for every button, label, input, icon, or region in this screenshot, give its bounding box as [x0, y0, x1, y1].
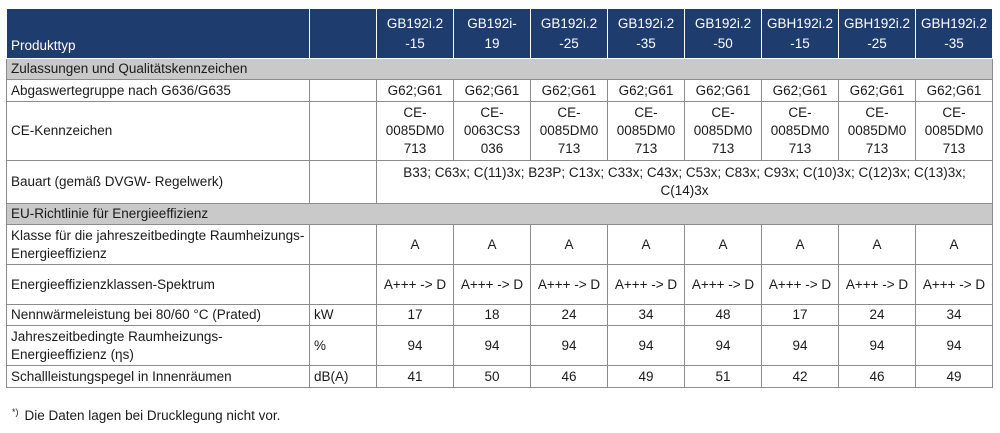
table-row [7, 225, 993, 265]
table-cell: 94 [839, 326, 916, 366]
table-cell: CE- 0063CS3 036 [454, 102, 531, 161]
table-cell: 48 [685, 305, 762, 326]
row-unit [310, 102, 377, 161]
table-cell: A+++ -> D [608, 265, 685, 305]
table-cell: 17 [377, 305, 454, 326]
table-cell: A+++ -> D [916, 265, 993, 305]
row-label: Klasse für die jahreszeitbedingte Raumheizungs-Energieeffizienz [7, 225, 310, 265]
section-title: EU-Richtlinie für Energieeffizienz [7, 204, 993, 225]
table-cell: 94 [685, 326, 762, 366]
table-cell: A [839, 225, 916, 265]
table-header-row [7, 9, 993, 59]
table-cell: A+++ -> D [685, 265, 762, 305]
header-model: GB192i- 19 [454, 9, 531, 59]
table-cell: A+++ -> D [377, 265, 454, 305]
table-cell: G62;G61 [454, 80, 531, 102]
header-product-type: Produkttyp [7, 9, 310, 59]
row-unit: kW [310, 305, 377, 326]
table-cell: 18 [454, 305, 531, 326]
table-cell: 49 [916, 366, 993, 388]
section-row-approvals [7, 59, 993, 80]
table-cell: A [916, 225, 993, 265]
table-cell: 49 [608, 366, 685, 388]
table-cell: 94 [608, 326, 685, 366]
table-cell: CE- 0085DM0 713 [685, 102, 762, 161]
table-cell: CE- 0085DM0 713 [839, 102, 916, 161]
row-label: Bauart (gemäß DVGW- Regelwerk) [7, 161, 310, 204]
footnote-marker: *) [12, 407, 19, 417]
table-cell: G62;G61 [839, 80, 916, 102]
header-model: GB192i.2 -25 [531, 9, 608, 59]
table-cell: 17 [762, 305, 839, 326]
table-cell: CE- 0085DM0 713 [377, 102, 454, 161]
row-label: Schallleistungspegel in Innenräumen [7, 366, 310, 388]
table-cell: G62;G61 [377, 80, 454, 102]
table-cell: CE- 0085DM0 713 [608, 102, 685, 161]
table-cell: CE- 0085DM0 713 [531, 102, 608, 161]
table-cell: A [531, 225, 608, 265]
table-row [7, 161, 993, 204]
table-cell: A+++ -> D [454, 265, 531, 305]
table-cell: A+++ -> D [531, 265, 608, 305]
table-cell: 94 [531, 326, 608, 366]
header-model: GB192i.2 -35 [608, 9, 685, 59]
table-cell: A [454, 225, 531, 265]
table-cell: 94 [916, 326, 993, 366]
footnote-text: Die Daten lagen bei Drucklegung nicht vor. [24, 408, 281, 423]
table-row [7, 366, 993, 388]
section-title: Zulassungen und Qualitätskennzeichen [7, 59, 993, 80]
table-cell: CE- 0085DM0 713 [916, 102, 993, 161]
header-model: GB192i.2 -50 [685, 9, 762, 59]
table-cell: 51 [685, 366, 762, 388]
table-cell: 94 [762, 326, 839, 366]
header-model: GBH192i.2 -15 [762, 9, 839, 59]
row-label: Nennwärmeleistung bei 80/60 °C (Prated) [7, 305, 310, 326]
row-unit [310, 80, 377, 102]
table-cell: 34 [608, 305, 685, 326]
table-row [7, 80, 993, 102]
bauart-value: B33; C63x; C(11)3x; B23P; C13x; C33x; C43x; C53x; C83x; C93x; C(10)3x; C(12)3x; C(13)3x; C(14)3x [377, 161, 993, 204]
table-cell: 34 [916, 305, 993, 326]
table-cell: CE- 0085DM0 713 [762, 102, 839, 161]
table-cell: 94 [377, 326, 454, 366]
table-row [7, 265, 993, 305]
header-model: GBH192i.2 -35 [916, 9, 993, 59]
table-cell: 46 [839, 366, 916, 388]
footnote [12, 407, 280, 423]
table-row [7, 305, 993, 326]
table-cell: G62;G61 [685, 80, 762, 102]
table-cell: A [685, 225, 762, 265]
header-model: GB192i.2 -15 [377, 9, 454, 59]
table-cell: A [762, 225, 839, 265]
table-cell: G62;G61 [608, 80, 685, 102]
table-cell: 24 [839, 305, 916, 326]
table-cell: A [377, 225, 454, 265]
row-unit: dB(A) [310, 366, 377, 388]
row-unit [310, 265, 377, 305]
table-cell: 46 [531, 366, 608, 388]
spec-table-container [6, 8, 992, 388]
table-cell: A [608, 225, 685, 265]
table-cell: 24 [531, 305, 608, 326]
product-spec-table [6, 8, 993, 388]
row-unit: % [310, 326, 377, 366]
row-label: Abgaswertegruppe nach G636/G635 [7, 80, 310, 102]
table-cell: 50 [454, 366, 531, 388]
row-unit [310, 161, 377, 204]
row-label: Energieeffizienzklassen-Spektrum [7, 265, 310, 305]
table-cell: 41 [377, 366, 454, 388]
header-model: GBH192i.2 -25 [839, 9, 916, 59]
table-cell: G62;G61 [531, 80, 608, 102]
table-cell: 94 [454, 326, 531, 366]
table-cell: G62;G61 [762, 80, 839, 102]
header-unit [310, 9, 377, 59]
table-row [7, 102, 993, 161]
table-cell: G62;G61 [916, 80, 993, 102]
row-unit [310, 225, 377, 265]
table-cell: 42 [762, 366, 839, 388]
row-label: Jahreszeitbedingte Raumheizungs-Energieeffizienz (ηs) [7, 326, 310, 366]
table-row [7, 326, 993, 366]
table-cell: A+++ -> D [839, 265, 916, 305]
table-cell: A+++ -> D [762, 265, 839, 305]
section-row-energy [7, 204, 993, 225]
row-label: CE-Kennzeichen [7, 102, 310, 161]
